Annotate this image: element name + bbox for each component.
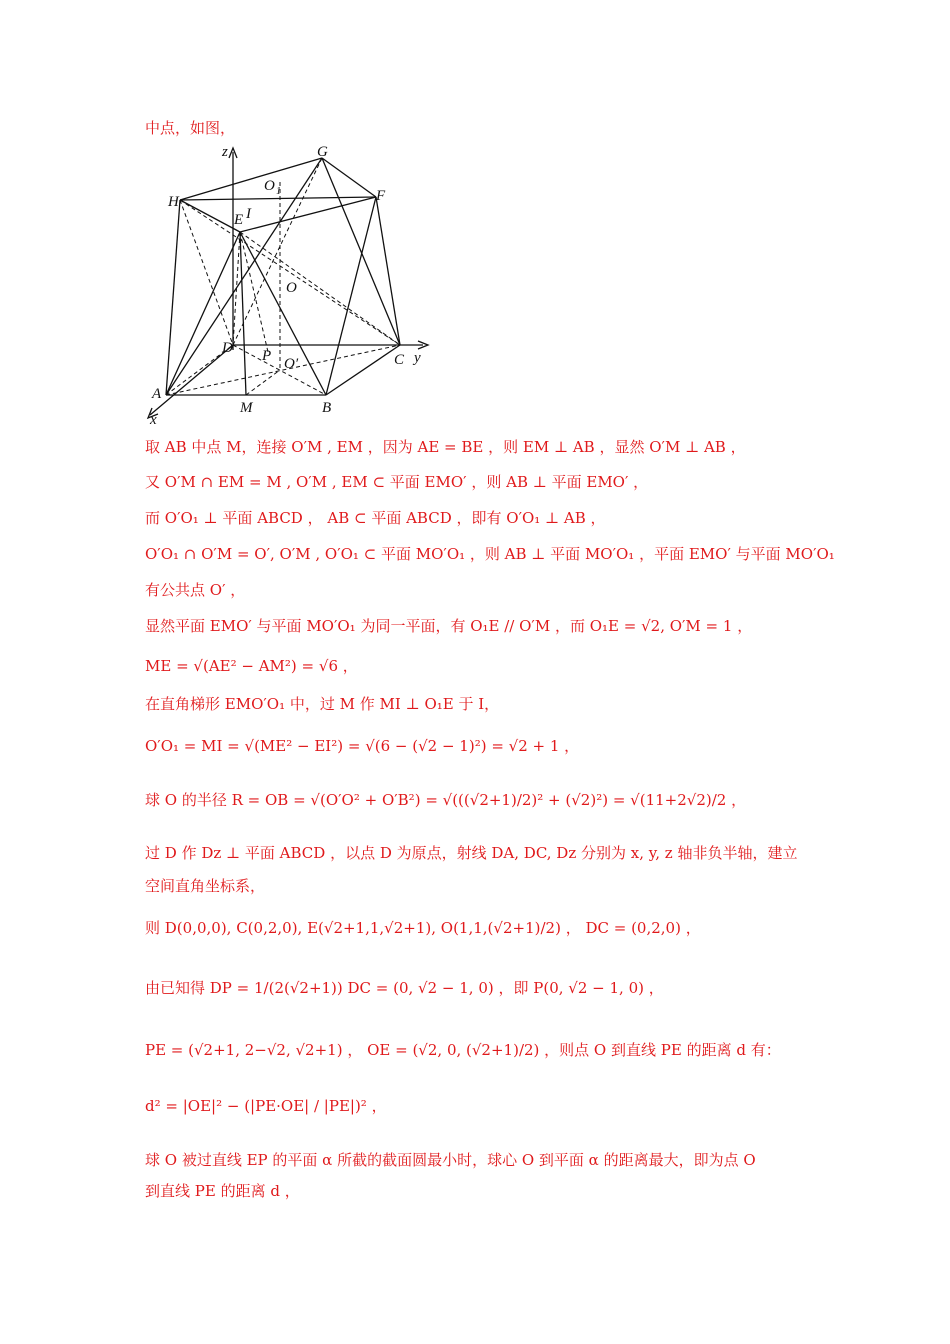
label-p: P [262, 348, 272, 364]
solution-line-8: 在直角梯形 EMO′O₁ 中，过 M 作 MI ⊥ O₁E 于 I， [145, 695, 500, 713]
label-a: A [152, 386, 162, 402]
solution-line-3: 而 O′O₁ ⊥ 平面 ABCD ， AB ⊂ 平面 ABCD ，即有 O′O₁ ⊥ AB ， [145, 509, 606, 527]
label-oprime: O′ [284, 356, 299, 372]
label-y: y [414, 350, 421, 366]
solution-line-11: 过 D 作 Dz ⊥ 平面 ABCD ，以点 D 为原点，射线 DA, DC, Dz 分别为 x, y, z 轴非负半轴，建立 [145, 844, 798, 862]
solution-line-14: 由已知得 DP = 1/(2(√2+1)) DC = (0, √2 − 1, 0) ，即 P(0, √2 − 1, 0) ， [145, 979, 664, 997]
solution-line-5: 有公共点 O′ ， [145, 581, 246, 599]
label-h: H [168, 194, 179, 210]
solution-line-1: 取 AB 中点 M，连接 O′M , EM ，因为 AE = BE ，则 EM ⊥ AB ，显然 O′M ⊥ AB ， [145, 438, 746, 456]
solution-line-10: 球 O 的半径 R = OB = √(O′O² + O′B²) = √(((√2+1)/2)² + (√2)²) = √(11+2√2)/2 ， [145, 791, 747, 809]
label-f: F [376, 188, 386, 204]
label-i: I [246, 206, 251, 222]
solution-line-2: 又 O′M ∩ EM = M , O′M , EM ⊂ 平面 EMO′ ，则 AB ⊥ 平面 EMO′ ， [145, 473, 649, 491]
label-m: M [240, 400, 253, 416]
label-d: D [222, 340, 233, 356]
solution-line-17: 球 O 被过直线 EP 的平面 α 所截的截面圆最小时，球心 O 到平面 α 的距离最大，即为点 O [145, 1151, 756, 1169]
solution-line-4: O′O₁ ∩ O′M = O′, O′M , O′O₁ ⊂ 平面 MO′O₁ ，则 AB ⊥ 平面 MO′O₁ ，平面 EMO′ 与平面 MO′O₁ [145, 545, 835, 563]
label-o1: O [264, 178, 275, 194]
label-x: x [150, 412, 157, 428]
solution-line-6: 显然平面 EMO′ 与平面 MO′O₁ 为同一平面，有 O₁E // O′M ，而 O₁E = √2, O′M = 1 ， [145, 617, 753, 635]
label-o1-sub: 1 [276, 186, 281, 197]
label-o: O [286, 280, 297, 296]
solution-line-15: PE = (√2+1, 2−√2, √2+1) ， OE = (√2, 0, (√2+1)/2) ，则点 O 到直线 PE 的距离 d 有： [145, 1041, 781, 1059]
solution-line-18: 到直线 PE 的距离 d ， [145, 1182, 300, 1200]
solution-line-7: ME = √(AE² − AM²) = √6 ， [145, 657, 358, 675]
label-z: z [222, 144, 228, 160]
label-e: E [234, 212, 244, 228]
label-b: B [322, 400, 332, 416]
solution-line-16: d² = |OE|² − (|PE·OE| / |PE|)² ， [145, 1097, 387, 1115]
intro-text: 中点，如图， [145, 119, 236, 137]
solution-line-12: 空间直角坐标系， [145, 877, 266, 895]
label-g: G [317, 144, 328, 160]
solution-line-13: 则 D(0,0,0), C(0,2,0), E(√2+1,1,√2+1), O(1,1,(√2+1)/2) ， DC = (0,2,0) ， [145, 919, 701, 937]
geometry-figure [138, 140, 438, 430]
solution-line-9: O′O₁ = MI = √(ME² − EI²) = √(6 − (√2 − 1)²) = √2 + 1 ， [145, 737, 580, 755]
label-c: C [394, 352, 405, 368]
